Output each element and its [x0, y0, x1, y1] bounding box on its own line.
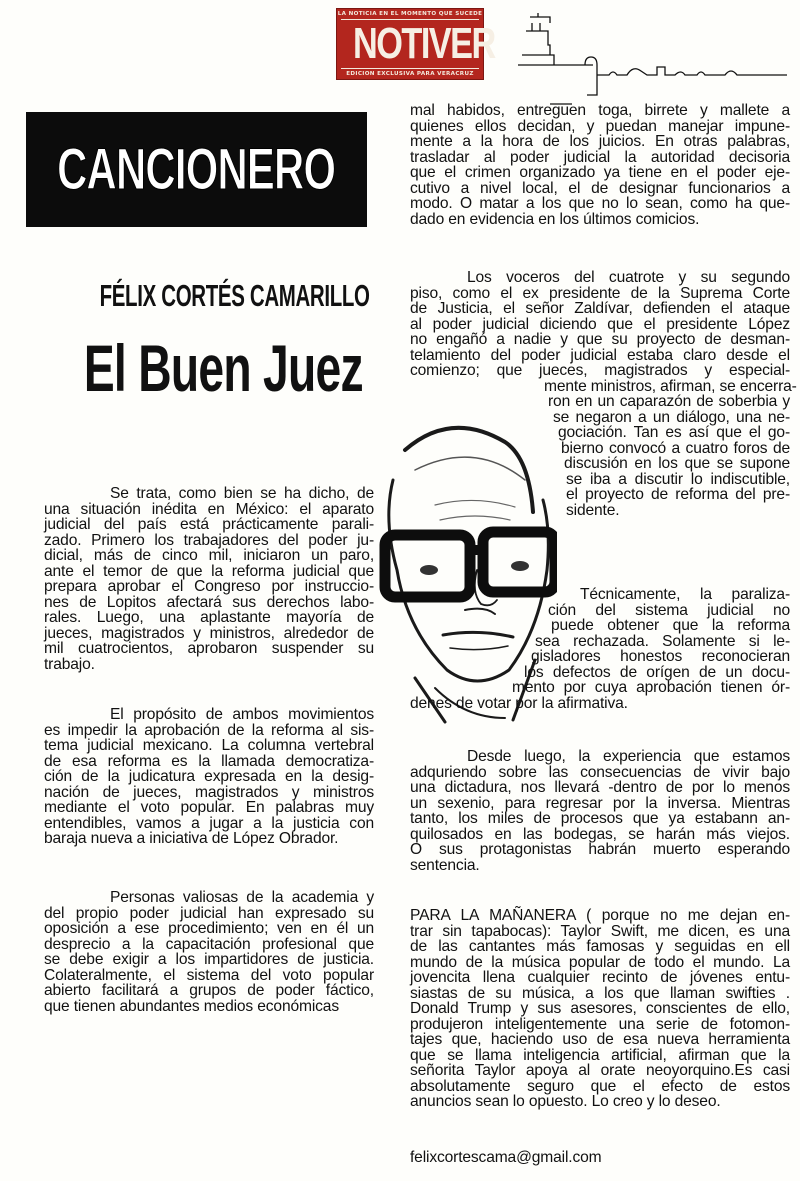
left-paragraph-line: nes de Lopitos afectará sus derechos labo- — [44, 593, 374, 611]
right-paragraph-line: sidente. — [566, 501, 620, 519]
author-byline — [30, 278, 370, 314]
right-paragraph-line: mal habidos, entreguen toga, birrete y mallete a — [410, 102, 790, 119]
left-paragraph-line: Personas valiosas de la academia y — [110, 889, 374, 906]
left-paragraph-line: trabajo. — [44, 655, 95, 673]
right-paragraph-line: se negaron a un diálogo, una ne- — [553, 408, 790, 426]
right-paragraph-line: gociación. Tan es así que el go- — [558, 424, 790, 441]
right-paragraph-line: mente a la hora de los juicios. En otras palabras, — [410, 133, 790, 150]
right-paragraph-line: dado en evidencia en los últimos comicios. — [410, 210, 700, 228]
article-title-text: El Buen Juez — [83, 331, 363, 405]
left-paragraph-line: El propósito de ambos movimientos — [110, 706, 374, 723]
left-paragraph-line: que tienen abundantes medios económicas — [44, 997, 339, 1015]
right-paragraph-line: el proyecto de reforma del pre- — [566, 486, 790, 503]
left-paragraph-line: desprecio a la capacitación profesional que — [44, 935, 374, 953]
author-name: FÉLIX CORTÉS CAMARILLO — [99, 278, 370, 313]
logo-name: NOTIVER — [353, 19, 495, 68]
right-paragraph-line: sea rechazada. Solamente si le- — [535, 632, 790, 650]
left-paragraph-line: mediante el voto popular. En palabras muy — [44, 799, 374, 816]
skyline-sketch-icon — [510, 10, 800, 105]
right-paragraph-line: que el crimen organizado ya tiene en el poder eje- — [410, 164, 790, 181]
right-paragraph-line: quilosados en las bodegas, se harán más viejos. — [410, 825, 790, 843]
left-paragraph-line: judicial del país está prácticamente parali- — [44, 516, 374, 533]
right-paragraph-line: trasladar al poder judicial la autoridad decisoria — [410, 148, 790, 166]
right-paragraph-line: ron en un caparazón de soberbia y — [548, 393, 790, 410]
left-paragraph-line: nación de jueces, magistrados y ministros — [44, 783, 374, 801]
right-paragraph-line: que se llama inteligencia artificial, afirman que la — [410, 1046, 790, 1064]
right-paragraph-line: mento por cuya aprobación tienen ór- — [512, 679, 790, 696]
left-paragraph-line: de esa reforma es la llamada democratiza- — [44, 752, 374, 770]
left-paragraph-line: ante el temor de que la reforma judicial que — [44, 562, 374, 580]
right-paragraph-line: gisladores honestos reconocieran — [531, 648, 790, 665]
right-paragraph-line: cutivo a nivel local, el de designar funcionarios a — [410, 179, 790, 197]
right-paragraph-line: ción del sistema judicial no — [548, 601, 790, 619]
right-paragraph-line: puede obtener que la reforma — [551, 617, 790, 634]
right-paragraph-line: no engañó a nadie y que su proyecto de desman- — [410, 331, 790, 348]
section-banner — [26, 112, 367, 227]
right-paragraph-line: PARA LA MAÑANERA ( porque no me dejan en- — [410, 907, 790, 924]
right-paragraph-line: telamiento del poder judicial estaba claro desde el — [410, 346, 790, 364]
right-paragraph-line: de las cantantes más famosas y seguidas en ell — [410, 938, 790, 955]
right-paragraph-line: Desde luego, la experiencia que estamos — [467, 748, 790, 765]
left-paragraph-line: Se trata, como bien se ha dicho, de — [110, 485, 374, 502]
right-paragraph-line: un sexenio, para regresar por la inversa. Mientras — [410, 794, 790, 812]
right-paragraph-line: sentencia. — [410, 856, 480, 874]
logo-rule-bottom — [341, 68, 479, 69]
right-paragraph-line: jovencita llena cualquier recinto de jóvenes entu- — [410, 969, 790, 986]
left-paragraph-line: baraja nueva a iniciativa de López Obrador. — [44, 830, 339, 847]
author-email[interactable]: felixcortescama@gmail.com — [410, 1149, 602, 1166]
right-paragraph-line: piso, como el ex presidente de la Suprema Corte — [410, 284, 790, 302]
right-paragraph-line: Técnicamente, la paraliza- — [580, 586, 790, 603]
right-paragraph-line: al poder judicial diciendo que el presidente López — [410, 315, 790, 333]
left-paragraph-line: prepara aprobar el Congreso por instruccio- — [44, 578, 374, 595]
section-title: CANCIONERO — [57, 137, 336, 202]
left-paragraph-line: entendibles, vamos a jugar a la justicia con — [44, 814, 374, 832]
left-paragraph-line: se debe exigir a los impartidores de justicia. — [44, 951, 374, 968]
right-paragraph-line: siastas de su música, a los que llaman swifties . — [410, 984, 790, 1002]
right-paragraph-line: Donald Trump y sus asesores, conscientes de ello, — [410, 1000, 790, 1017]
left-paragraph-line: del propio poder judicial han expresado su — [44, 904, 374, 922]
right-paragraph-line: trar sin tapabocas): Taylor Swift, me dicen, es una — [410, 922, 790, 940]
right-paragraph-line: mente ministros, afirman, se encerra- — [544, 377, 797, 395]
right-paragraph-line: comienzo; que jueces, magistrados y especial- — [410, 362, 790, 379]
right-paragraph-line: discusión en los que se supone — [564, 455, 790, 472]
logo-tagline-bottom: EDICION EXCLUSIVA PARA VERACRUZ — [346, 71, 474, 77]
left-paragraph-line: una situación inédita en México: el aparato — [44, 500, 374, 518]
right-paragraph-line: tanto, los miles de procesos que ya estabann an- — [410, 810, 790, 827]
right-paragraph-line: mundo de la música popular de todo el mundo. La — [410, 953, 790, 971]
notiver-logo — [336, 8, 495, 80]
right-paragraph-line: tajes que, haciendo uso de esa nueva herramienta — [410, 1031, 790, 1048]
right-paragraph-line: modo. O matar a los que no lo sean, como ha que- — [410, 195, 790, 212]
left-paragraph-line: abierto facilitará a grupos de poder fáctico, — [44, 982, 374, 999]
right-paragraph-line: una dictadura, nos llevará -dentro de por lo menos — [410, 779, 790, 796]
left-paragraph-line: rales. Luego, una aplastante mayoría de — [44, 609, 374, 626]
left-paragraph-line: tema judicial mexicano. La columna vertebral — [44, 737, 374, 754]
logo-tagline-top: LA NOTICIA EN EL MOMENTO QUE SUCEDE — [337, 11, 483, 17]
left-paragraph-line: dicial, más de cinco mil, iniciaron un paro, — [44, 547, 374, 564]
left-paragraph-line: es impedir la aprobación de la reforma al sis- — [44, 721, 374, 739]
right-paragraph-line: Los voceros del cuatrote y su segundo — [467, 269, 790, 286]
right-paragraph-line: O sus protagonistas habrán muerto esperando — [410, 841, 790, 858]
right-paragraph-line: quienes ellos decidan, y puedan manejar impune- — [410, 117, 790, 135]
left-paragraph-line: zado. Primero los trabajadores del poder ju- — [44, 531, 374, 549]
right-paragraph-line: adquriendo sobre las consecuencias de vivir bajo — [410, 763, 790, 781]
right-paragraph-line: anuncios sean lo opuesto. Lo creo y lo deseo. — [410, 1093, 721, 1110]
left-paragraph-line: mil cuatrocientos, aprobaron suspender su — [44, 640, 374, 657]
left-paragraph-line: Colateralmente, el sistema del voto popular — [44, 966, 374, 984]
right-paragraph-line: de Justicia, el señor Zaldívar, defienden el ataque — [410, 300, 790, 317]
right-paragraph-line: produjeron inteligentemente una serie de fotomon- — [410, 1015, 790, 1033]
right-paragraph-line: absolutamente seguro que el efecto de estos — [410, 1077, 790, 1095]
right-paragraph-line: se iba a discutir lo indiscutible, — [566, 470, 790, 488]
right-paragraph-line: bierno convocó a cuatro foros de — [561, 439, 790, 457]
left-paragraph-line: ción de la judicatura expresada en la desig- — [44, 768, 374, 785]
right-paragraph-line: los defectos de orígen de un docu- — [524, 663, 790, 681]
left-paragraph-line: oposición a ese procedimiento; ven en él un — [44, 920, 374, 937]
right-paragraph-line: denes de votar por la afirmativa. — [410, 694, 628, 712]
left-paragraph-line: jueces, magistrados y ministros, alrededor de — [44, 624, 374, 642]
article-title — [24, 330, 374, 406]
right-paragraph-line: señorita Taylor apoya al orate neoyorquino.Es casi — [410, 1062, 790, 1079]
